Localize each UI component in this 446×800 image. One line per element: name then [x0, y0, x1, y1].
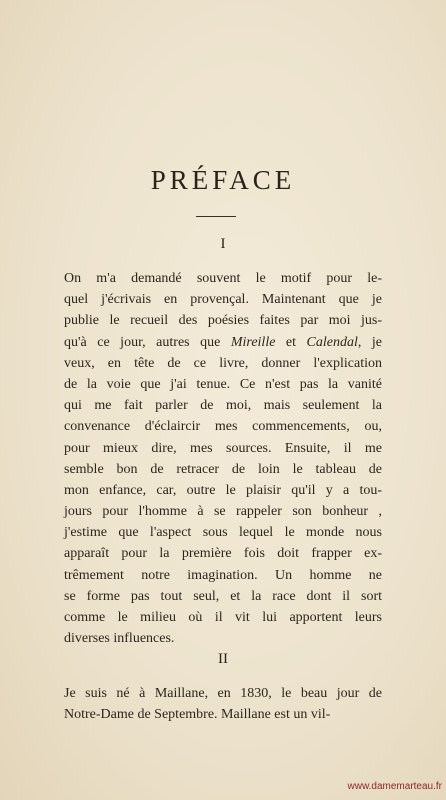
page-title: PRÉFACE	[150, 165, 296, 195]
text-line: j'estime que l'aspect sous lequel le monde nous	[64, 525, 382, 541]
text-line: de la voie que j'ai tenue. Ce n'est pas la vanité	[64, 376, 382, 392]
text-line: diverses influences.	[64, 631, 175, 647]
text-line: veux, en tête de ce livre, donner l'explication	[64, 355, 382, 371]
text-line: quel j'écrivais en provençal. Maintenant que je	[64, 292, 382, 308]
text-line: Je suis né à Maillane, en 1830, le beau jour de	[64, 686, 382, 701]
text-line: pour mieux dire, mes sources. Ensuite, il me	[64, 440, 382, 456]
text-line: mon enfance, car, outre le plaisir qu'il y a tou-	[64, 482, 382, 498]
watermark: www.damemarteau.fr	[347, 781, 442, 792]
text-line: On m'a demandé souvent le motif pour le-	[64, 271, 382, 286]
text-line: qui me fait parler de moi, mais seulement la	[64, 398, 382, 414]
text-line: convenance d'éclaircir mes commencements, ou,	[64, 419, 382, 435]
text-line: semble bon de retracer de loin le tableau de	[64, 461, 382, 477]
section-number-1: I	[220, 236, 226, 252]
text-line: apparaît pour la première fois doit frapper ex-	[64, 546, 382, 562]
text-line: se forme pas tout seul, et la race dont il sort	[64, 588, 382, 604]
section-1-paragraph	[64, 268, 382, 649]
text-line: trêmement notre imagination. Un homme ne	[64, 567, 382, 583]
title-divider	[196, 216, 236, 217]
text-line: jours pour l'homme à se rappeler son bonheur ,	[64, 504, 382, 520]
section-2-paragraph	[64, 683, 382, 725]
text-line: publie le recueil des poésies faites par moi jus-	[64, 313, 382, 329]
section-number-2: II	[218, 651, 228, 667]
text-line: Notre-Dame de Septembre. Maillane est un vil-	[64, 707, 331, 723]
text-line: comme le milieu où il vit lui apportent leurs	[64, 610, 382, 625]
text-line: qu'à ce jour, autres que Mireille et Calendal, je	[64, 334, 383, 350]
